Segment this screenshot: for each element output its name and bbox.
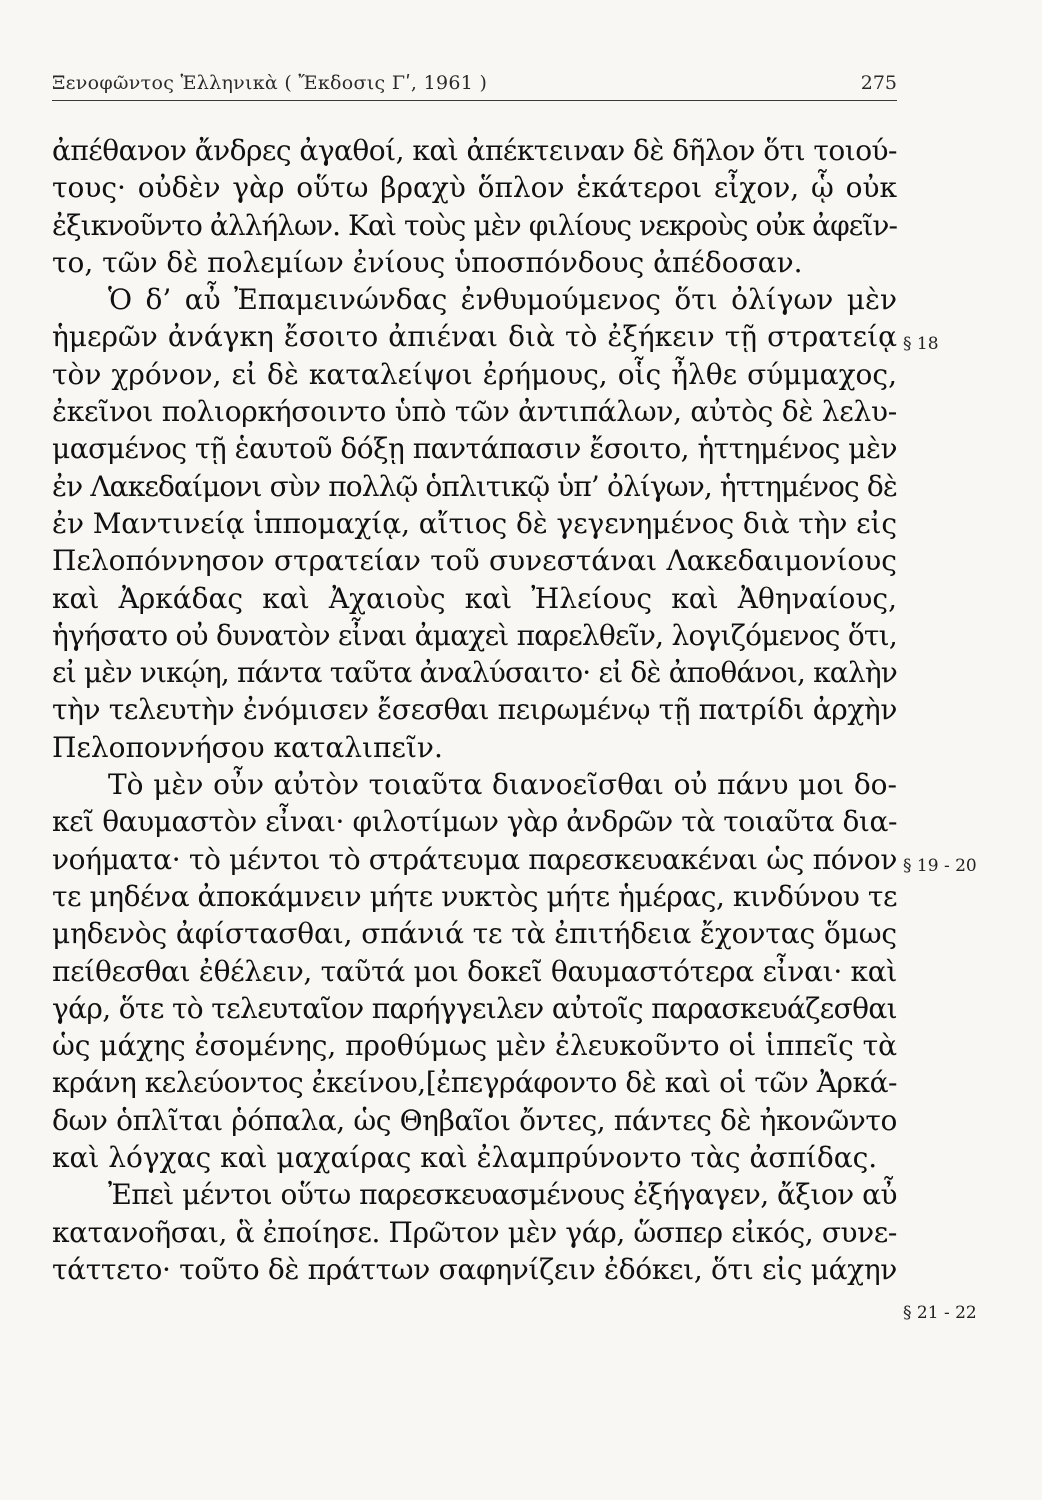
body-text bbox=[52, 132, 897, 1288]
text-line: Ἐπεὶ μέντοι οὕτω παρεσκευασμένους ἐξήγαγεν, ἄξιον αὖ bbox=[108, 1178, 897, 1212]
text-line: τὴν τελευτὴν ἐνόμισεν ἔσεσθαι πειρωμένῳ τῇ πατρίδι ἀρχὴν bbox=[52, 693, 897, 727]
text-line: ἀπέθανον ἄνδρες ἀγαθοί, καὶ ἀπέκτειναν δὲ δῆλον ὅτι τοιού- bbox=[52, 134, 897, 167]
text-line: Πελοπόννησον στρατείαν τοῦ συνεστάναι Λακεδαιμονίους bbox=[52, 544, 897, 578]
text-line: γάρ, ὅτε τὸ τελευταῖον παρήγγειλεν αὐτοῖς παρασκευάζεσθαι bbox=[52, 991, 897, 1025]
text-line: ἐξικνοῦντο ἀλλήλων. Καὶ τοὺς μὲν φιλίους νεκροὺς οὐκ ἀφεῖν- bbox=[52, 208, 897, 242]
page-number: 275 bbox=[860, 72, 897, 94]
text-line: καὶ λόγχας καὶ μαχαίρας καὶ ἐλαμπρύνοντο τὰς ἀσπίδας. bbox=[52, 1141, 878, 1175]
text-line: κεῖ θαυμαστὸν εἶναι· φιλοτίμων γὰρ ἀνδρῶν τὰ τοιαῦτα δια- bbox=[52, 805, 897, 839]
text-line: κράνη κελεύοντος ἐκείνου,[ἐπεγράφοντο δὲ καὶ οἱ τῶν Ἀρκά- bbox=[52, 1066, 897, 1100]
text-line: μασμένος τῇ ἑαυτοῦ δόξῃ παντάπασιν ἔσοιτο, ἡττημένος μὲν bbox=[52, 432, 898, 466]
text-line: τους· οὐδὲν γὰρ οὕτω βραχὺ ὅπλον ἑκάτεροι εἶχον, ᾧ οὐκ bbox=[52, 171, 897, 205]
text-line: τάττετο· τοῦτο δὲ πράττων σαφηνίζειν ἐδόκει, ὅτι εἰς μάχην bbox=[52, 1252, 897, 1286]
section-note-19-20: § 19 - 20 bbox=[903, 856, 977, 876]
text-line: τὸν χρόνον, εἰ δὲ καταλείψοι ἐρήμους, οἷς ἦλθε σύμμαχος, bbox=[52, 357, 897, 391]
text-line: δων ὁπλῖται ῥόπαλα, ὡς Θηβαῖοι ὄντες, πάντες δὲ ἠκονῶντο bbox=[52, 1103, 897, 1137]
text-line: νοήματα· τὸ μέντοι τὸ στράτευμα παρεσκευακέναι ὡς πόνον bbox=[52, 842, 897, 876]
text-line: Πελοποννήσου καταλιπεῖν. bbox=[52, 730, 443, 764]
text-line: πείθεσθαι ἐθέλειν, ταῦτά μοι δοκεῖ θαυμαστότερα εἶναι· καὶ bbox=[52, 954, 897, 988]
running-head bbox=[52, 68, 897, 101]
text-line: ὡς μάχης ἐσομένης, προθύμως μὲν ἐλευκοῦντο οἱ ἱππεῖς τὰ bbox=[52, 1029, 898, 1063]
text-line: καὶ Ἀρκάδας καὶ Ἀχαιοὺς καὶ Ἠλείους καὶ Ἀθηναίους, bbox=[52, 581, 897, 615]
text-line: εἰ μὲν νικῴη, πάντα ταῦτα ἀναλύσαιτο· εἰ δὲ ἀποθάνοι, καλὴν bbox=[52, 656, 897, 690]
section-note-18: § 18 bbox=[903, 334, 939, 354]
section-note-21-22: § 21 - 22 bbox=[903, 1303, 977, 1323]
text-line: κατανοῆσαι, ἃ ἐποίησε. Πρῶτον μὲν γάρ, ὥσπερ εἰκός, συνε- bbox=[52, 1215, 897, 1249]
text-line: τε μηδένα ἀποκάμνειν μήτε νυκτὸς μήτε ἡμέρας, κινδύνου τε bbox=[52, 879, 897, 913]
text-line: ἐν Λακεδαίμονι σὺν πολλῷ ὁπλιτικῷ ὑπ’ ὀλίγων, ἡττημένος δὲ bbox=[52, 469, 898, 503]
text-line: ἐκεῖνοι πολιορκήσοιντο ὑπὸ τῶν ἀντιπάλων, αὐτὸς δὲ λελυ- bbox=[52, 395, 897, 429]
text-line: μηδενὸς ἀφίστασθαι, σπάνιά τε τὰ ἐπιτήδεια ἔχοντας ὅμως bbox=[52, 917, 897, 951]
text-line: Ὁ δ’ αὖ Ἐπαμεινώνδας ἐνθυμούμενος ὅτι ὀλίγων μὲν bbox=[108, 283, 897, 317]
text-line: ἡμερῶν ἀνάγκη ἔσοιτο ἀπιέναι διὰ τὸ ἐξήκειν τῇ στρατείᾳ bbox=[52, 320, 897, 354]
text-line: ἐν Μαντινείᾳ ἱππομαχίᾳ, αἴτιος δὲ γεγενημένος διὰ τὴν εἰς bbox=[52, 506, 897, 540]
running-head-title: Ξενοφῶντος Ἑλληνικὰ ( Ἔκδοσις Γʹ, 1961 ) bbox=[52, 72, 488, 94]
text-line: ἡγήσατο οὐ δυνατὸν εἶναι ἀμαχεὶ παρελθεῖν, λογιζόμενος ὅτι, bbox=[52, 618, 897, 652]
text-line: Τὸ μὲν οὖν αὐτὸν τοιαῦτα διανοεῖσθαι οὐ πάνυ μοι δο- bbox=[108, 768, 897, 802]
text-line: το, τῶν δὲ πολεμίων ἐνίους ὑποσπόνδους ἀπέδοσαν. bbox=[52, 245, 803, 279]
